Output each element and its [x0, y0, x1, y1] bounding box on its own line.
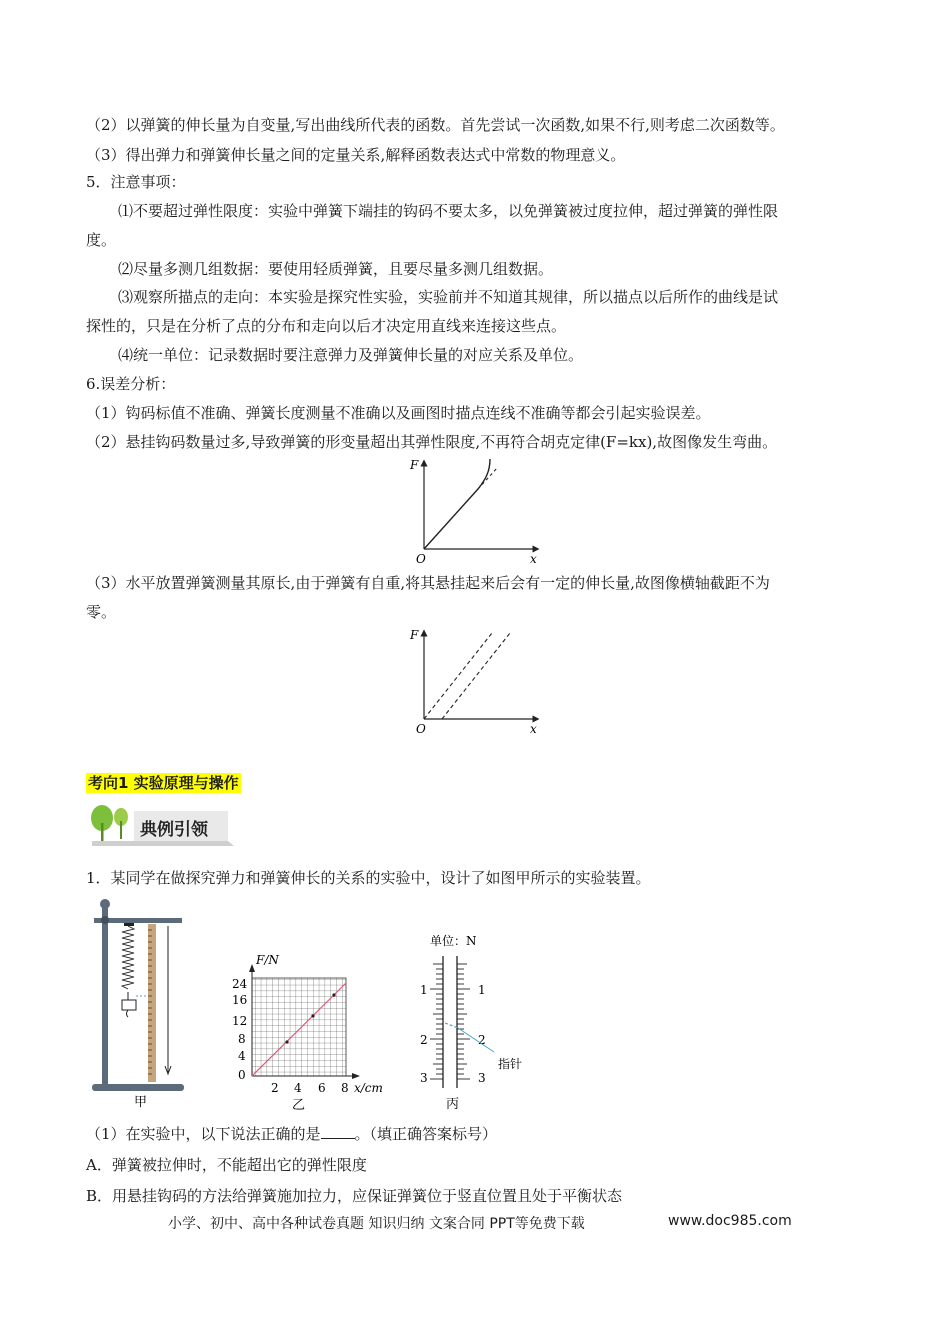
- yi-xtick-6: 6: [318, 1081, 326, 1095]
- yi-ytick-16: 16: [232, 993, 248, 1007]
- figure-bing-scale: [412, 928, 542, 1112]
- bing-right-2: 2: [478, 1033, 486, 1047]
- text-line-3: （3）得出弹力和弹簧伸长量之间的定量关系,解释函数表达式中常数的物理意义。: [86, 146, 626, 164]
- bing-unit: 单位：N: [430, 934, 477, 948]
- yi-ytick-0: 0: [238, 1068, 246, 1082]
- yi-xtick-2: 2: [271, 1081, 279, 1095]
- error-2: （2）悬挂钩码数量过多,导致弹簧的形变量超出其弹性限度,不再符合胡克定律(F=kx),故图像发生弯曲。: [86, 433, 778, 451]
- yi-xlabel: x/cm: [354, 1081, 383, 1095]
- footer-url[interactable]: www.doc985.com: [668, 1213, 792, 1229]
- heading-error: 6.误差分析：: [86, 375, 176, 393]
- bing-pointer-label: 指针: [498, 1057, 523, 1071]
- footer-text: 小学、初中、高中各种试卷真题 知识归纳 文案合同 PPT等免费下载: [168, 1216, 585, 1232]
- graph-bending: [408, 455, 548, 567]
- option-b: B．用悬挂钩码的方法给弹簧施加拉力，应保证弹簧位于竖直位置且处于平衡状态: [86, 1187, 623, 1205]
- option-a: A．弹簧被拉伸时，不能超出它的弹性限度: [86, 1156, 367, 1174]
- yi-xtick-4: 4: [294, 1081, 302, 1095]
- yi-ytick-4: 4: [238, 1049, 246, 1063]
- text-line-2: （2）以弹簧的伸长量为自变量,写出曲线所代表的函数。首先尝试一次函数,如果不行,则考虑二次函数等。: [86, 116, 785, 134]
- yi-ytick-24: 24: [232, 977, 248, 991]
- note-3: ⑶观察所描点的走向：本实验是探究性实验，实验前并不知道其规律，所以描点以后所作的曲线是试: [118, 288, 779, 306]
- graph2-o-label: O: [416, 722, 426, 736]
- question-stem: 1．某同学在做探究弹力和弹簧伸长的关系的实验中，设计了如图甲所示的实验装置。: [86, 869, 651, 887]
- answer-blank[interactable]: [321, 1124, 355, 1139]
- note-3-cont: 探性的，只是在分析了点的分布和走向以后才决定用直线来连接这些点。: [86, 317, 567, 335]
- yi-ylabel: F/N: [256, 953, 279, 967]
- sub-question-1: [86, 1124, 497, 1144]
- example-banner: [88, 803, 234, 847]
- figure-bing-label: 丙: [446, 1097, 460, 1112]
- graph2-f-label: F: [410, 628, 419, 642]
- error-3: （3）水平放置弹簧测量其原长,由于弹簧有自重,将其悬挂起来后会有一定的伸长量,故图像横轴截距不为: [86, 574, 770, 592]
- yi-ytick-8: 8: [238, 1032, 246, 1046]
- figure-yi-graph: [226, 950, 396, 1112]
- banner-text: 典例引领: [140, 820, 208, 840]
- sub1-prefix: （1）在实验中，以下说法正确的是: [86, 1125, 321, 1143]
- figure-jia-label: 甲: [134, 1095, 148, 1110]
- bing-right-1: 1: [478, 983, 486, 997]
- graph1-x-label: x: [530, 552, 537, 566]
- bing-left-3: 3: [420, 1071, 428, 1085]
- note-1: ⑴不要超过弹性限度：实验中弹簧下端挂的钩码不要太多，以免弹簧被过度拉伸，超过弹簧的弹性限: [118, 202, 779, 220]
- note-2: ⑵尽量多测几组数据：要使用轻质弹簧，且要尽量多测几组数据。: [118, 260, 554, 278]
- error-1: （1）钩码标值不准确、弹簧长度测量不准确以及画图时描点连线不准确等都会引起实验误差。: [86, 404, 711, 422]
- note-4: ⑷统一单位：记录数据时要注意弹力及弹簧伸长量的对应关系及单位。: [118, 346, 584, 364]
- graph-intercept: [408, 625, 548, 737]
- bing-left-1: 1: [420, 983, 428, 997]
- bing-left-2: 2: [420, 1033, 428, 1047]
- graph1-o-label: O: [416, 552, 426, 566]
- heading-notes: 5．注意事项：: [86, 173, 186, 191]
- note-1-cont: 度。: [86, 231, 117, 249]
- sub1-suffix: 。（填正确答案标号）: [354, 1125, 498, 1143]
- yi-ytick-12: 12: [232, 1014, 248, 1028]
- section-tag: 考向1 实验原理与操作: [88, 774, 239, 792]
- error-3-cont: 零。: [86, 603, 117, 621]
- graph1-f-label: F: [410, 458, 419, 472]
- figure-yi-label: 乙: [292, 1098, 306, 1112]
- figure-jia-apparatus: [86, 896, 196, 1112]
- bing-right-3: 3: [478, 1071, 486, 1085]
- yi-xtick-8: 8: [341, 1081, 349, 1095]
- graph2-x-label: x: [530, 722, 537, 736]
